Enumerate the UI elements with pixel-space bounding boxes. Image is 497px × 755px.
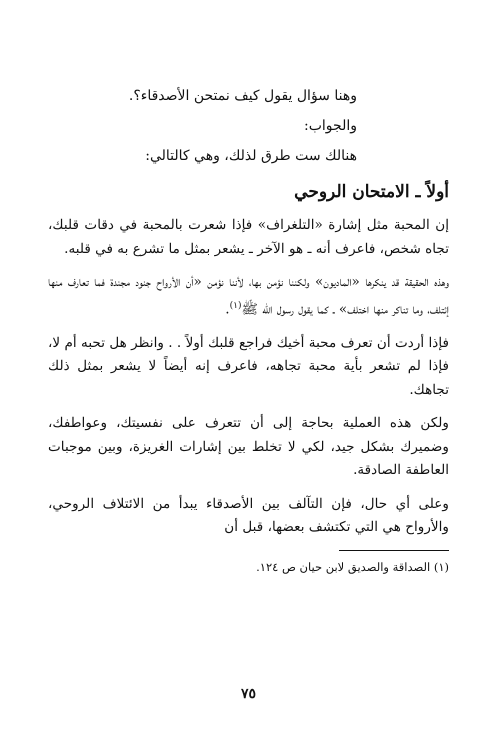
paragraph-3: فإذا أردت أن تعرف محبة أخيك فراجع قلبك أولاً . . وانظر هل تحبه أم لا، فإذا لم تشعر بأية محبة تجاهه، فاعرف إنه أيضاً لا يشعر بمثل ذلك تجاهك. (48, 334, 449, 398)
intro-methods-line: هنالك ست طرق لذلك، وهي كالتالي: (145, 148, 357, 164)
footnote-marker: (١) (229, 300, 242, 311)
intro-answer-label: والجواب: (304, 118, 357, 134)
paragraph-5: وعلى أي حال، فإن التآلف بين الأصدقاء يبدأ من الائتلاف الروحي، والأرواح هي التي تكتشف بعضها، قبل أن (48, 495, 449, 536)
page-number: ٧٥ (240, 686, 257, 702)
section-body (48, 214, 449, 540)
section-heading: أولاً ـ الامتحان الروحي (294, 182, 449, 202)
intro-question: وهنا سؤال يقول كيف نمتحن الأصدقاء؟. (128, 88, 357, 104)
paragraph-4: ولكن هذه العملية بحاجة إلى أن تتعرف على نفسيتك، وعواطفك، وضميرك بشكل جيد، لكي لا تخلط بين إشارات الغريزة، وبين موجبات العاطفة الصادقة. (48, 415, 449, 479)
paragraph-2: وهذه الحقيقة قد ينكرها «الماديون» ولكننا نؤمن بها، لأننا نؤمن «أن الأرواح جنود مجندة فما تعارف منها إئتلف، وما تناكر منها اختلف» ـ كما يقول رسول الله ﷺ$^{(١)}$. (48, 274, 449, 318)
footnote: (١) الصداقة والصديق لابن حيان ص ١٢٤. (256, 559, 449, 574)
intro-block (48, 86, 357, 166)
footnote-separator (339, 550, 449, 551)
paragraph-2-text: وهذه الحقيقة قد ينكرها «الماديون» ولكننا نؤمن بها، لأننا نؤمن «أن الأرواح جنود مجندة فما تعارف منها إئتلف، وما تناكر منها اختلف» ـ كما يقول رسول الله ﷺ (48, 274, 449, 318)
paragraph-1: إن المحبة مثل إشارة «التلغراف» فإذا شعرت بالمحبة في دقات قلبك، تجاه شخص، فاعرف أنه ـ هو الآخر ـ يشعر بمثل ما تشرع به في قلبه. (48, 217, 449, 257)
